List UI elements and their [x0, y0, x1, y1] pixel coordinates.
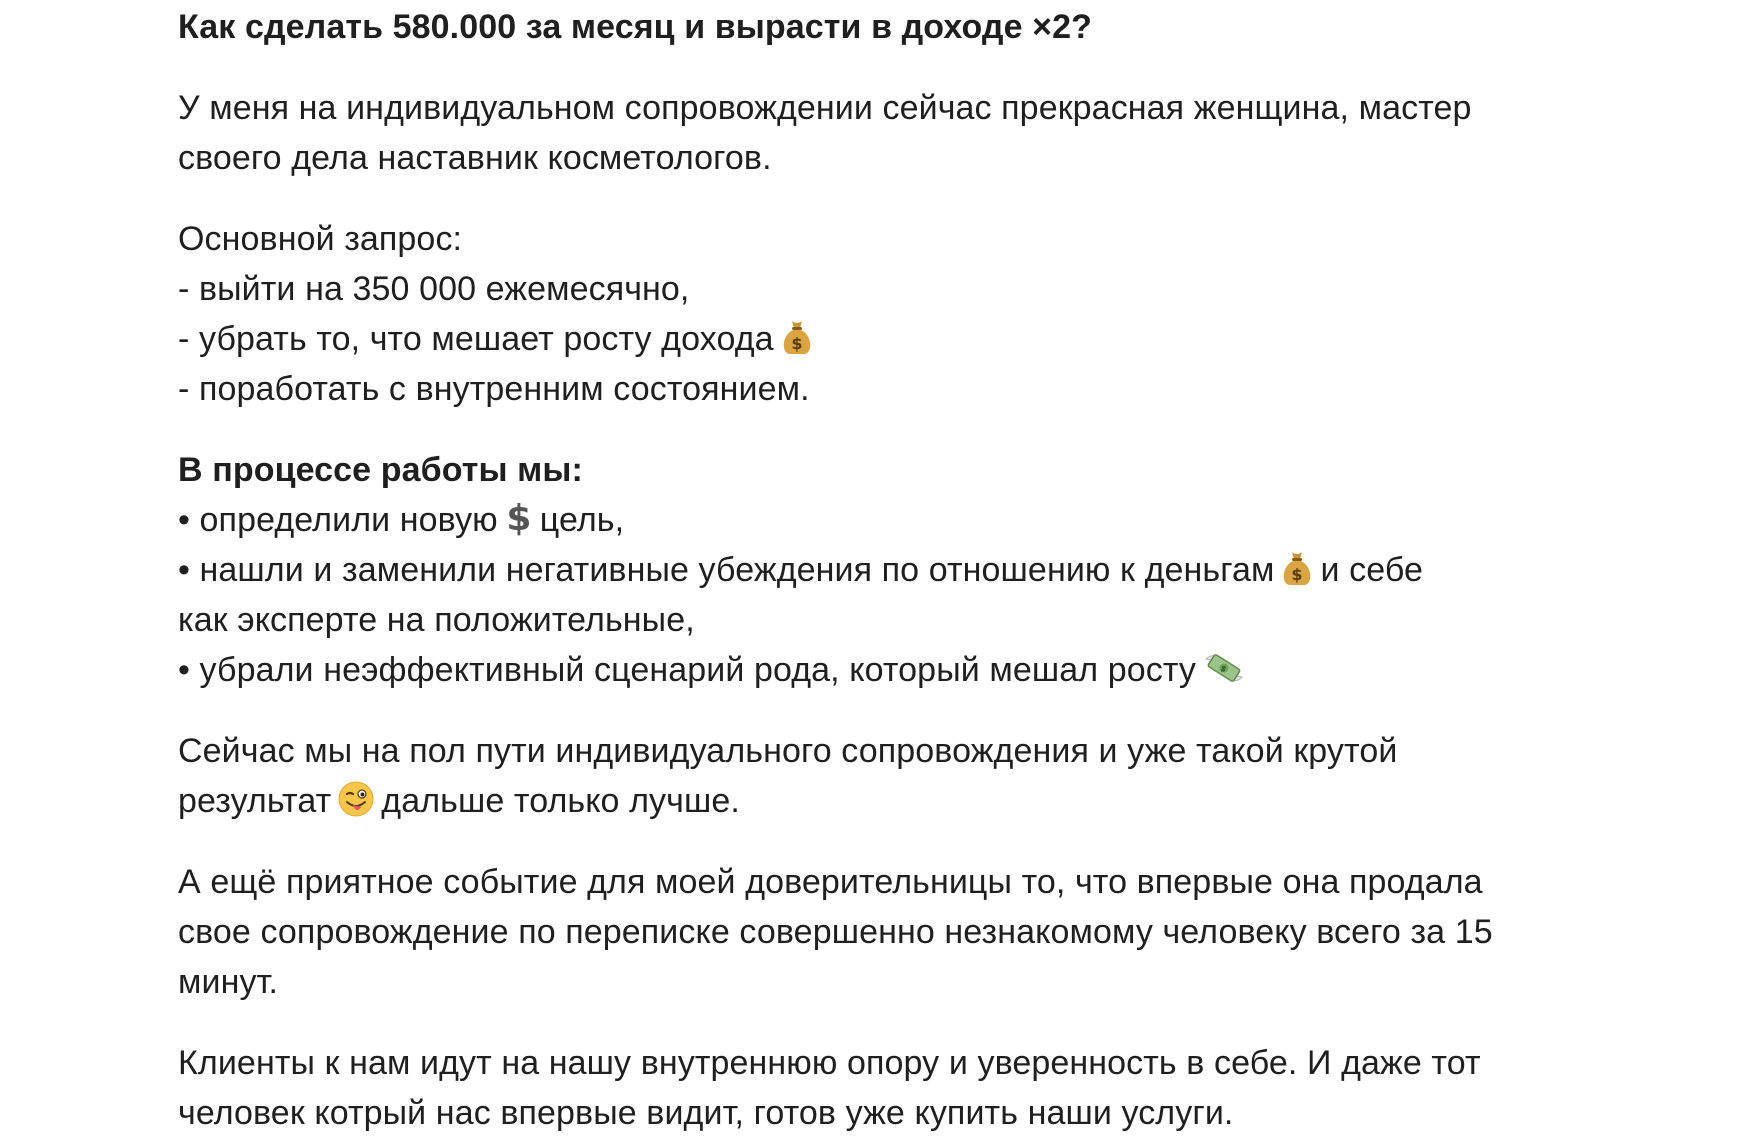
process-item-2	[178, 545, 1618, 595]
money-with-wings-icon	[1202, 649, 1246, 687]
intro-line-2: своего дела наставник косметологов.	[178, 139, 772, 177]
post-body	[178, 0, 1618, 1138]
request-item-1: - выйти на 350 000 ежемесячно,	[178, 270, 690, 308]
clients-line-2: человек котрый нас впервые видит, готов уже купить наши услуги.	[178, 1094, 1234, 1132]
progress-line-2	[178, 776, 1618, 826]
progress-line-2-text-after: дальше только лучше.	[381, 782, 740, 820]
request-item-2-text: - убрать то, что мешает росту дохода	[178, 320, 774, 358]
svg-text:$: $	[1291, 565, 1304, 584]
event-line-1: А ещё приятное событие для моей доверительницы то, что впервые она продала	[178, 863, 1483, 901]
process-item-1	[178, 495, 1618, 545]
progress-line-1: Сейчас мы на пол пути индивидуального сопровождения и уже такой крутой	[178, 732, 1398, 770]
process-item-1-text-after: цель,	[539, 501, 625, 539]
process-item-3-text: • убрали неэффективный сценарий рода, который мешал росту	[178, 651, 1196, 689]
money-bag-icon	[780, 318, 814, 356]
process-paragraph	[178, 445, 1618, 695]
intro-paragraph	[178, 83, 1618, 183]
winking-face-with-tongue-icon	[337, 780, 375, 818]
post-title: Как сделать 580.000 за месяц и вырасти в доходе ×2?	[178, 8, 1092, 46]
svg-text:$: $	[1218, 663, 1229, 675]
clients-paragraph	[178, 1038, 1618, 1138]
svg-text:$: $	[506, 499, 532, 537]
svg-text:$: $	[791, 334, 803, 353]
request-item-3: - поработать с внутренним состоянием.	[178, 370, 810, 408]
money-bag-icon	[1280, 549, 1314, 587]
event-line-3: минут.	[178, 963, 278, 1001]
request-item-2	[178, 314, 1618, 364]
request-paragraph	[178, 214, 1618, 414]
request-heading: Основной запрос:	[178, 220, 463, 258]
event-paragraph	[178, 857, 1618, 1007]
process-item-1-text-before: • определили новую	[178, 501, 498, 539]
heavy-dollar-sign-icon	[504, 499, 534, 537]
process-item-2-text-after: и себе	[1320, 551, 1424, 589]
intro-line-1: У меня на индивидуальном сопровождении сейчас прекрасная женщина, мастер	[178, 89, 1472, 127]
clients-line-1: Клиенты к нам идут на нашу внутреннюю опору и уверенность в себе. И даже тот	[178, 1044, 1481, 1082]
process-item-2-line-2: как эксперте на положительные,	[178, 601, 695, 639]
process-item-3	[178, 645, 1618, 695]
process-heading: В процессе работы мы:	[178, 451, 583, 489]
event-line-2: свое сопровождение по переписке совершенно незнакомому человеку всего за 15	[178, 913, 1493, 951]
progress-paragraph	[178, 726, 1618, 826]
process-item-2-text-before: • нашли и заменили негативные убеждения по отношению к деньгам	[178, 551, 1275, 589]
progress-line-2-text-before: результат	[178, 782, 332, 820]
